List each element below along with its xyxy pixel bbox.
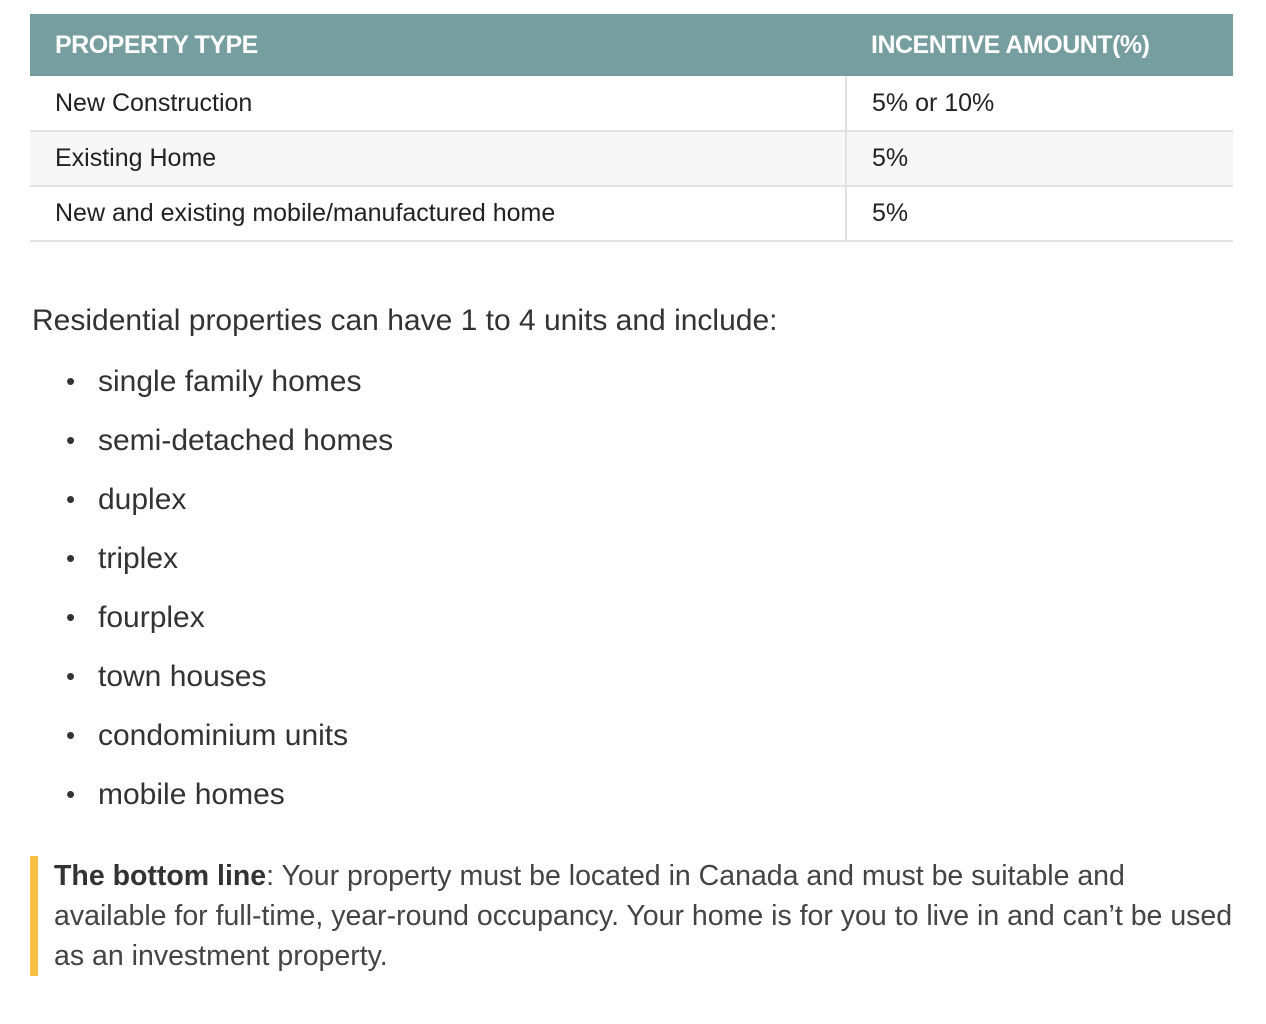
- bullet-icon: •: [66, 484, 76, 514]
- list-item-label: duplex: [98, 483, 187, 516]
- property-type-list: [30, 352, 1233, 824]
- list-item: [66, 588, 1233, 647]
- header-property-type: PROPERTY TYPE: [30, 14, 846, 76]
- callout-label: The bottom line: [54, 860, 267, 892]
- bullet-icon: •: [66, 425, 76, 455]
- list-item: [66, 529, 1233, 588]
- cell-incentive-amount: 5%: [846, 131, 1233, 186]
- table-row: [30, 76, 1233, 131]
- cell-incentive-amount: 5%: [846, 186, 1233, 241]
- cell-property-type: New Construction: [30, 76, 846, 131]
- page-content: [30, 14, 1233, 976]
- callout-text: : Your property must be located in Canada and must be suitable and available for full-time, year-round occupancy. Your home is for you to live in and can’t be used as an investment property.: [54, 860, 1233, 972]
- list-item-label: fourplex: [98, 601, 205, 634]
- incentive-table: [30, 14, 1233, 242]
- list-item: [66, 706, 1233, 765]
- bottom-line-callout: [30, 856, 1233, 976]
- table-header-row: [30, 14, 1233, 76]
- list-item-label: triplex: [98, 542, 179, 575]
- cell-property-type: New and existing mobile/manufactured home: [30, 186, 846, 241]
- list-item-label: town houses: [98, 660, 267, 693]
- list-item: [66, 411, 1233, 470]
- cell-property-type: Existing Home: [30, 131, 846, 186]
- cell-incentive-amount: 5% or 10%: [846, 76, 1233, 131]
- bullet-icon: •: [66, 779, 76, 809]
- list-item: [66, 647, 1233, 706]
- list-item-label: condominium units: [98, 719, 349, 752]
- list-item: [66, 470, 1233, 529]
- bullet-icon: •: [66, 661, 76, 691]
- list-item-label: mobile homes: [98, 778, 285, 811]
- bullet-icon: •: [66, 543, 76, 573]
- table-row: [30, 131, 1233, 186]
- list-item: [66, 352, 1233, 411]
- bullet-icon: •: [66, 720, 76, 750]
- intro-paragraph: Residential properties can have 1 to 4 units and include:: [32, 304, 778, 337]
- list-item: [66, 765, 1233, 824]
- header-incentive-amount: INCENTIVE AMOUNT(%): [846, 14, 1233, 76]
- bullet-icon: •: [66, 366, 76, 396]
- table-row: [30, 186, 1233, 241]
- list-item-label: single family homes: [98, 365, 362, 398]
- bullet-icon: •: [66, 602, 76, 632]
- list-item-label: semi-detached homes: [98, 424, 394, 457]
